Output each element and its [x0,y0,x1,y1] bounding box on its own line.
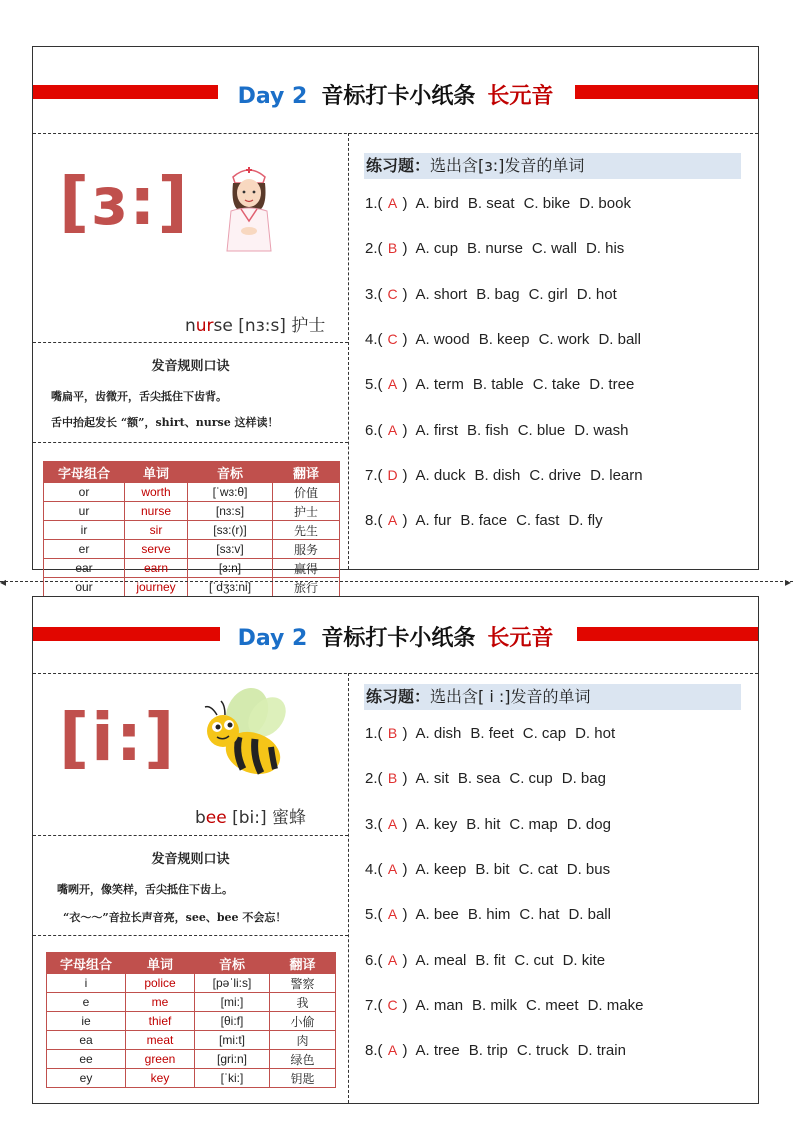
answer-mark: B [387,725,398,741]
option-d: D. hot [576,285,617,303]
combo-cell: ur [44,502,125,521]
question-number: 8.( [365,512,383,530]
option-c: C. meet [526,996,579,1014]
word-cell: green [126,1050,195,1069]
quiz-label: 练习题： [366,687,431,706]
word-cell: me [126,993,195,1012]
question-number: 1.( [365,725,383,742]
ipa-cell: [ˈki:] [195,1069,270,1088]
ipa-cell: [mi:] [195,993,270,1012]
option-c: C. bike [523,195,571,212]
word-cell: meat [126,1031,195,1050]
table-row [44,502,340,521]
answer-mark: C [387,996,398,1013]
translation-cell: 小偷 [270,1012,336,1031]
option-a: A. sit [415,770,449,788]
option-d: D. bus [566,860,611,878]
word-cell: earn [125,559,188,578]
quiz-item [365,906,620,923]
question-paren: ) [402,860,408,878]
table-header: 单词 [126,953,195,974]
option-a: A. dish [415,725,462,742]
answer-mark: A [387,1042,398,1059]
table-row [47,1069,336,1088]
option-a: A. meal [415,951,467,969]
rule-title: 发音规则口诀 [151,852,230,867]
option-c: C. fast [516,512,560,530]
option-a: A. duck [415,466,466,484]
word-cell: police [126,974,195,993]
option-a: A. short [415,285,468,303]
combo-cell: ear [44,559,125,578]
question-number: 6.( [365,951,383,969]
table-row [44,483,340,502]
table-row [44,521,340,540]
option-a: A. fur [415,512,452,530]
question-paren: ) [402,725,408,742]
rule-box [33,342,348,443]
option-c: C. cup [509,770,553,788]
option-b: B. seat [467,195,515,212]
translation-cell: 先生 [273,521,340,540]
question-paren: ) [402,1042,408,1060]
rule-line-2: 舌中抬起发长 “额”，shirt、nurse 这样读！ [51,416,279,429]
option-b: B. keep [478,330,530,348]
word-ipa: [bi:] [232,808,267,828]
question-paren: ) [402,770,408,788]
translation-cell: 赢得 [273,559,340,578]
combo-cell: ee [47,1050,126,1069]
option-a: A. bird [415,195,459,212]
title-sub: 长元音 [487,626,554,651]
arrow-left-icon: ◂ [0,575,7,589]
quiz-title [364,153,741,179]
option-a: A. term [415,376,464,394]
combo-cell: our [44,578,125,597]
table-header: 音标 [188,462,273,483]
option-c: C. cut [514,951,554,969]
option-d: D. his [585,240,625,258]
translation-cell: 服务 [273,540,340,559]
option-b: B. bag [476,285,520,303]
left-panel [33,133,348,595]
day-label: Day 2 [237,626,308,651]
translation-cell: 护士 [273,502,340,521]
rule-line-1: 嘴扁平，齿微开，舌尖抵住下齿背。 [51,390,227,403]
combo-cell: ey [47,1069,126,1088]
option-d: D. book [579,195,631,212]
question-number: 7.( [365,996,383,1014]
title-main: 音标打卡小纸条 [321,84,476,109]
option-b: B. nurse [467,240,523,258]
quiz-item [365,467,652,484]
translation-cell: 肉 [270,1031,336,1050]
option-a: A. wood [415,330,470,348]
word-meaning: 蜜蜂 [272,808,307,828]
quiz-item [365,997,652,1014]
rule-box [33,835,348,936]
column-divider [348,133,349,569]
card-ee [32,596,759,1104]
phoneme-symbol: [i:] [59,699,177,776]
quiz-item [365,1042,635,1059]
question-paren: ) [402,466,408,484]
divider [33,442,348,444]
question-paren: ) [402,195,408,212]
answer-mark: A [387,421,398,438]
word-cell: serve [125,540,188,559]
quiz-prompt: 选出含[ɜ:]发音的单词 [430,156,585,175]
cut-line [0,581,793,583]
option-a: A. key [415,815,458,833]
answer-mark: C [387,285,398,302]
option-d: D. wash [574,421,629,439]
combo-cell: or [44,483,125,502]
ipa-cell: [ɜ:n] [188,559,273,578]
option-d: D. fly [568,512,603,530]
ipa-cell: [ˈdʒɜ:ni] [188,578,273,597]
option-a: A. bee [415,906,459,924]
word-highlight: ur [195,316,214,336]
quiz-item [365,816,620,833]
table-row [47,1031,336,1050]
answer-mark: A [387,376,398,393]
letter-combo-table [43,461,340,597]
nurse-icon [219,159,279,254]
option-b: B. face [460,512,508,530]
quiz-item [365,286,626,303]
answer-mark: B [387,240,398,257]
word-cell: worth [125,483,188,502]
word-cell: sir [125,521,188,540]
table-header: 翻译 [270,953,336,974]
option-c: C. work [538,330,590,348]
word-cell: thief [126,1012,195,1031]
option-a: A. first [415,421,459,439]
option-d: D. bag [561,770,606,788]
option-b: B. trip [468,1042,508,1060]
ipa-cell: [ˈwɜ:θ] [188,483,273,502]
letter-combo-table [46,952,336,1088]
ipa-cell: [gri:n] [195,1050,270,1069]
quiz-item [365,512,612,529]
example-word [185,311,325,336]
option-b: B. him [467,906,511,924]
translation-cell: 绿色 [270,1050,336,1069]
option-d: D. hot [575,725,616,742]
combo-cell: e [47,993,126,1012]
translation-cell: 钥匙 [270,1069,336,1088]
option-b: B. hit [466,815,501,833]
word-part: se [213,316,233,336]
option-a: A. cup [415,240,459,258]
option-b: B. sea [457,770,501,788]
quiz-item [365,725,624,742]
table-row [47,974,336,993]
table-row [47,1012,336,1031]
word-ipa: [nɜ:s] [238,316,286,336]
option-d: D. dog [566,815,611,833]
option-d: D. ball [598,330,641,348]
table-row [44,540,340,559]
phoneme-symbol: [ɜ:] [59,163,190,240]
title-sub: 长元音 [487,84,554,109]
question-paren: ) [402,330,408,348]
option-a: A. keep [415,860,467,878]
option-d: D. tree [589,376,635,394]
answer-mark: A [387,906,398,923]
question-paren: ) [402,906,408,924]
translation-cell: 我 [270,993,336,1012]
translation-cell: 旅行 [273,578,340,597]
rule-title: 发音规则口诀 [151,359,230,374]
question-number: 2.( [365,770,383,788]
option-c: C. blue [517,421,566,439]
quiz-item [365,376,643,393]
option-d: D. ball [568,906,611,924]
option-c: C. drive [529,466,582,484]
word-part: b [195,808,206,828]
answer-mark: B [387,770,398,787]
option-b: B. table [472,376,524,394]
combo-cell: er [44,540,125,559]
option-b: B. bit [475,860,510,878]
option-a: A. tree [415,1042,460,1060]
question-number: 7.( [365,466,383,484]
combo-cell: ie [47,1012,126,1031]
option-c: C. cap [522,725,567,742]
card-header [33,597,758,674]
combo-cell: ea [47,1031,126,1050]
word-part: n [185,316,196,336]
question-paren: ) [402,951,408,969]
quiz-item [365,331,650,348]
table-header: 字母组合 [47,953,126,974]
table-row [44,559,340,578]
word-cell: journey [125,578,188,597]
ipa-cell: [nɜ:s] [188,502,273,521]
option-b: B. milk [472,996,518,1014]
word-cell: nurse [125,502,188,521]
answer-mark: A [387,951,398,968]
answer-mark: A [387,195,398,211]
card-title [33,79,758,110]
question-number: 2.( [365,240,383,258]
option-a: A. man [415,996,464,1014]
quiz-prompt: 选出含[ i :]发音的单词 [430,687,591,706]
answer-mark: A [387,512,398,529]
option-b: B. fish [467,421,509,439]
day-label: Day 2 [237,84,308,109]
quiz-title [364,684,741,710]
combo-cell: ir [44,521,125,540]
question-paren: ) [402,815,408,833]
ipa-cell: [pəˈli:s] [195,974,270,993]
question-number: 8.( [365,1042,383,1060]
question-number: 3.( [365,815,383,833]
option-c: C. take [532,376,581,394]
question-paren: ) [402,421,408,439]
question-number: 3.( [365,285,383,303]
option-d: D. train [577,1042,626,1060]
table-row [47,1050,336,1069]
question-number: 4.( [365,330,383,348]
option-c: C. cat [518,860,558,878]
question-number: 1.( [365,195,383,212]
ipa-cell: [mi:t] [195,1031,270,1050]
bee-icon [187,687,297,787]
option-c: C. map [509,815,558,833]
answer-mark: D [387,466,398,483]
answer-mark: A [387,815,398,832]
option-c: C. truck [516,1042,569,1060]
table-header: 字母组合 [44,462,125,483]
question-paren: ) [402,285,408,303]
option-b: B. feet [470,725,514,742]
quiz-label: 练习题： [366,156,431,175]
word-highlight: ee [205,808,227,828]
option-d: D. make [587,996,644,1014]
question-number: 5.( [365,906,383,924]
question-paren: ) [402,240,408,258]
answer-mark: C [387,330,398,347]
option-c: C. wall [531,240,577,258]
title-main: 音标打卡小纸条 [321,626,476,651]
word-meaning: 护士 [291,316,326,336]
divider [33,935,348,937]
option-d: D. learn [590,466,643,484]
quiz-item [365,240,633,257]
card-er [32,46,759,595]
card-title [33,621,758,652]
ipa-cell: [θi:f] [195,1012,270,1031]
word-cell: key [126,1069,195,1088]
question-number: 5.( [365,376,383,394]
answer-mark: A [387,860,398,877]
arrow-right-icon: ▸ [784,575,791,589]
example-word [195,803,306,828]
ipa-cell: [sɜ:(r)] [188,521,273,540]
quiz-item [365,195,640,212]
quiz-item [365,770,615,787]
combo-cell: i [47,974,126,993]
question-number: 6.( [365,421,383,439]
quiz-item [365,861,619,878]
option-b: B. fit [475,951,506,969]
left-panel [33,673,348,1103]
translation-cell: 价值 [273,483,340,502]
option-c: C. girl [528,285,568,303]
question-paren: ) [402,512,408,530]
table-header: 音标 [195,953,270,974]
quiz-item [365,952,614,969]
rule-line-1: 嘴咧开，像笑样，舌尖抵住下齿上。 [57,883,233,896]
question-number: 4.( [365,860,383,878]
question-paren: ) [402,376,408,394]
card-header [33,47,758,134]
quiz-item [365,422,637,439]
option-d: D. kite [562,951,606,969]
ipa-cell: [sɜ:v] [188,540,273,559]
table-row [47,993,336,1012]
rule-line-2: “衣～～”音拉长声音亮，see、bee 不会忘！ [63,911,287,924]
table-header: 翻译 [273,462,340,483]
table-header: 单词 [125,462,188,483]
column-divider [348,673,349,1103]
option-c: C. hat [519,906,560,924]
question-paren: ) [402,996,408,1014]
translation-cell: 警察 [270,974,336,993]
option-b: B. dish [474,466,521,484]
